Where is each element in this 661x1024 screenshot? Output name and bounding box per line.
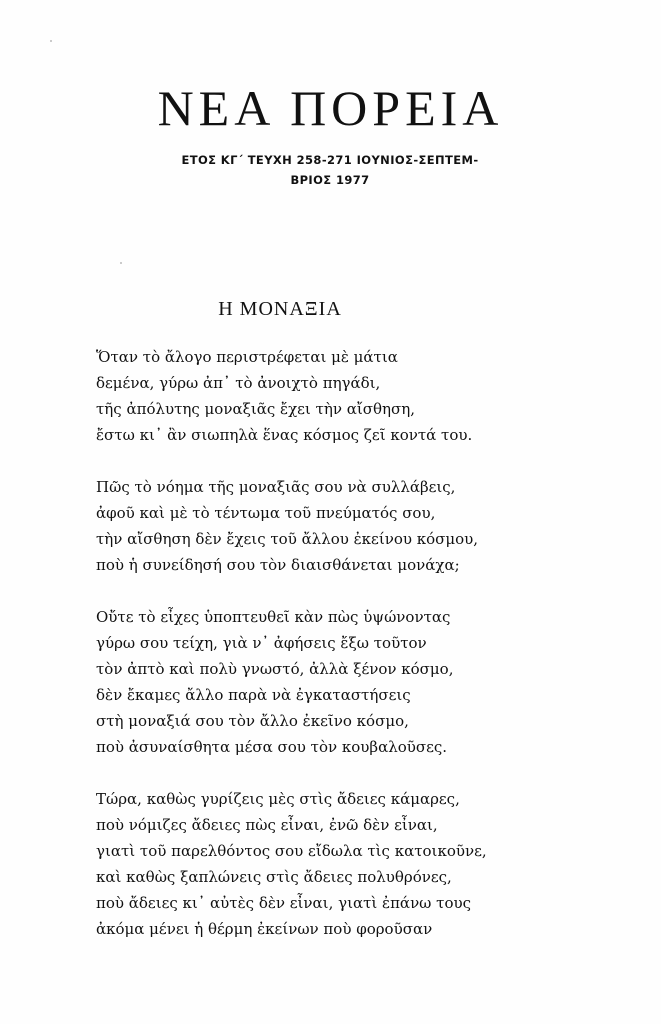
poem-line: στὴ μοναξιά σου τὸν ἄλλο ἐκεῖνο κόσμο, [96,712,409,730]
paper-speck [50,40,52,42]
poem-line: τὴν αἴσθηση δὲν ἔχεις τοῦ ἄλλου ἐκείνου κόσμου, [96,530,479,548]
stanza [96,344,616,448]
poem-line: Ὅταν τὸ ἄλογο περιστρέφεται μὲ μάτια [96,348,398,366]
poem-line: δεμένα, γύρω ἀπ᾿ τὸ ἀνοιχτὸ πηγάδι, [96,374,381,392]
issue-info [140,150,520,190]
poem-line: γύρω σου τείχη, γιὰ ν᾿ ἀφήσεις ἔξω τοῦτον [96,634,427,652]
poem-line: γιατὶ τοῦ παρελθόντος σου εἴδωλα τὶς κατοικοῦνε, [96,842,487,860]
poem-line: Πῶς τὸ νόημα τῆς μοναξιᾶς σου νὰ συλλάβεις, [96,478,456,496]
stanza [96,786,616,942]
poem-line: καὶ καθὼς ξαπλώνεις στὶς ἄδειες πολυθρόνες, [96,868,452,886]
poem-line: δὲν ἔκαμες ἄλλο παρὰ νὰ ἐγκαταστήσεις [96,686,411,704]
poem-line: τὸν ἀπτὸ καὶ πολὺ γνωστό, ἀλλὰ ξένον κόσμο, [96,660,454,678]
poem-line: Τώρα, καθὼς γυρίζεις μὲς στὶς ἄδειες κάμαρες, [96,790,460,808]
paper-speck [120,262,122,264]
poem-line: ἀφοῦ καὶ μὲ τὸ τέντωμα τοῦ πνεύματός σου, [96,504,436,522]
poem-line: ποὺ νόμιζες ἄδειες πὼς εἶναι, ἐνῶ δὲν εἶναι, [96,816,438,834]
poem-line: τῆς ἀπόλυτης μοναξιᾶς ἔχει τὴν αἴσθηση, [96,400,416,418]
poem-line: ποὺ ἀσυναίσθητα μέσα σου τὸν κουβαλοῦσες. [96,738,448,756]
poem-title: Η ΜΟΝΑΞΙΑ [218,298,342,320]
journal-title: ΝΕΑ ΠΟΡΕΙΑ [157,80,504,136]
poem-line: Οὔτε τὸ εἶχες ὑποπτευθεῖ κὰν πὼς ὑψώνοντας [96,608,451,626]
poem-line: ἔστω κι᾿ ἂν σιωπηλὰ ἕνας κόσμος ζεῖ κοντά του. [96,426,473,444]
issue-info-line: ΕΤΟΣ ΚΓ΄ ΤΕΥΧΗ 258-271 ΙΟΥΝΙΟΣ-ΣΕΠΤΕΜ- [181,153,479,167]
stanza [96,474,616,578]
issue-info-line: ΒΡΙΟΣ 1977 [290,173,370,187]
poem-line: ποὺ ἄδειες κι᾿ αὐτὲς δὲν εἶναι, γιατὶ ἐπάνω τους [96,894,472,912]
poem-line: ποὺ ἡ συνείδησή σου τὸν διαισθάνεται μονάχα; [96,556,460,574]
stanza [96,604,616,760]
poem-line: ἀκόμα μένει ἡ θέρμη ἐκείνων ποὺ φοροῦσαν [96,920,433,938]
poem-body [96,344,616,968]
